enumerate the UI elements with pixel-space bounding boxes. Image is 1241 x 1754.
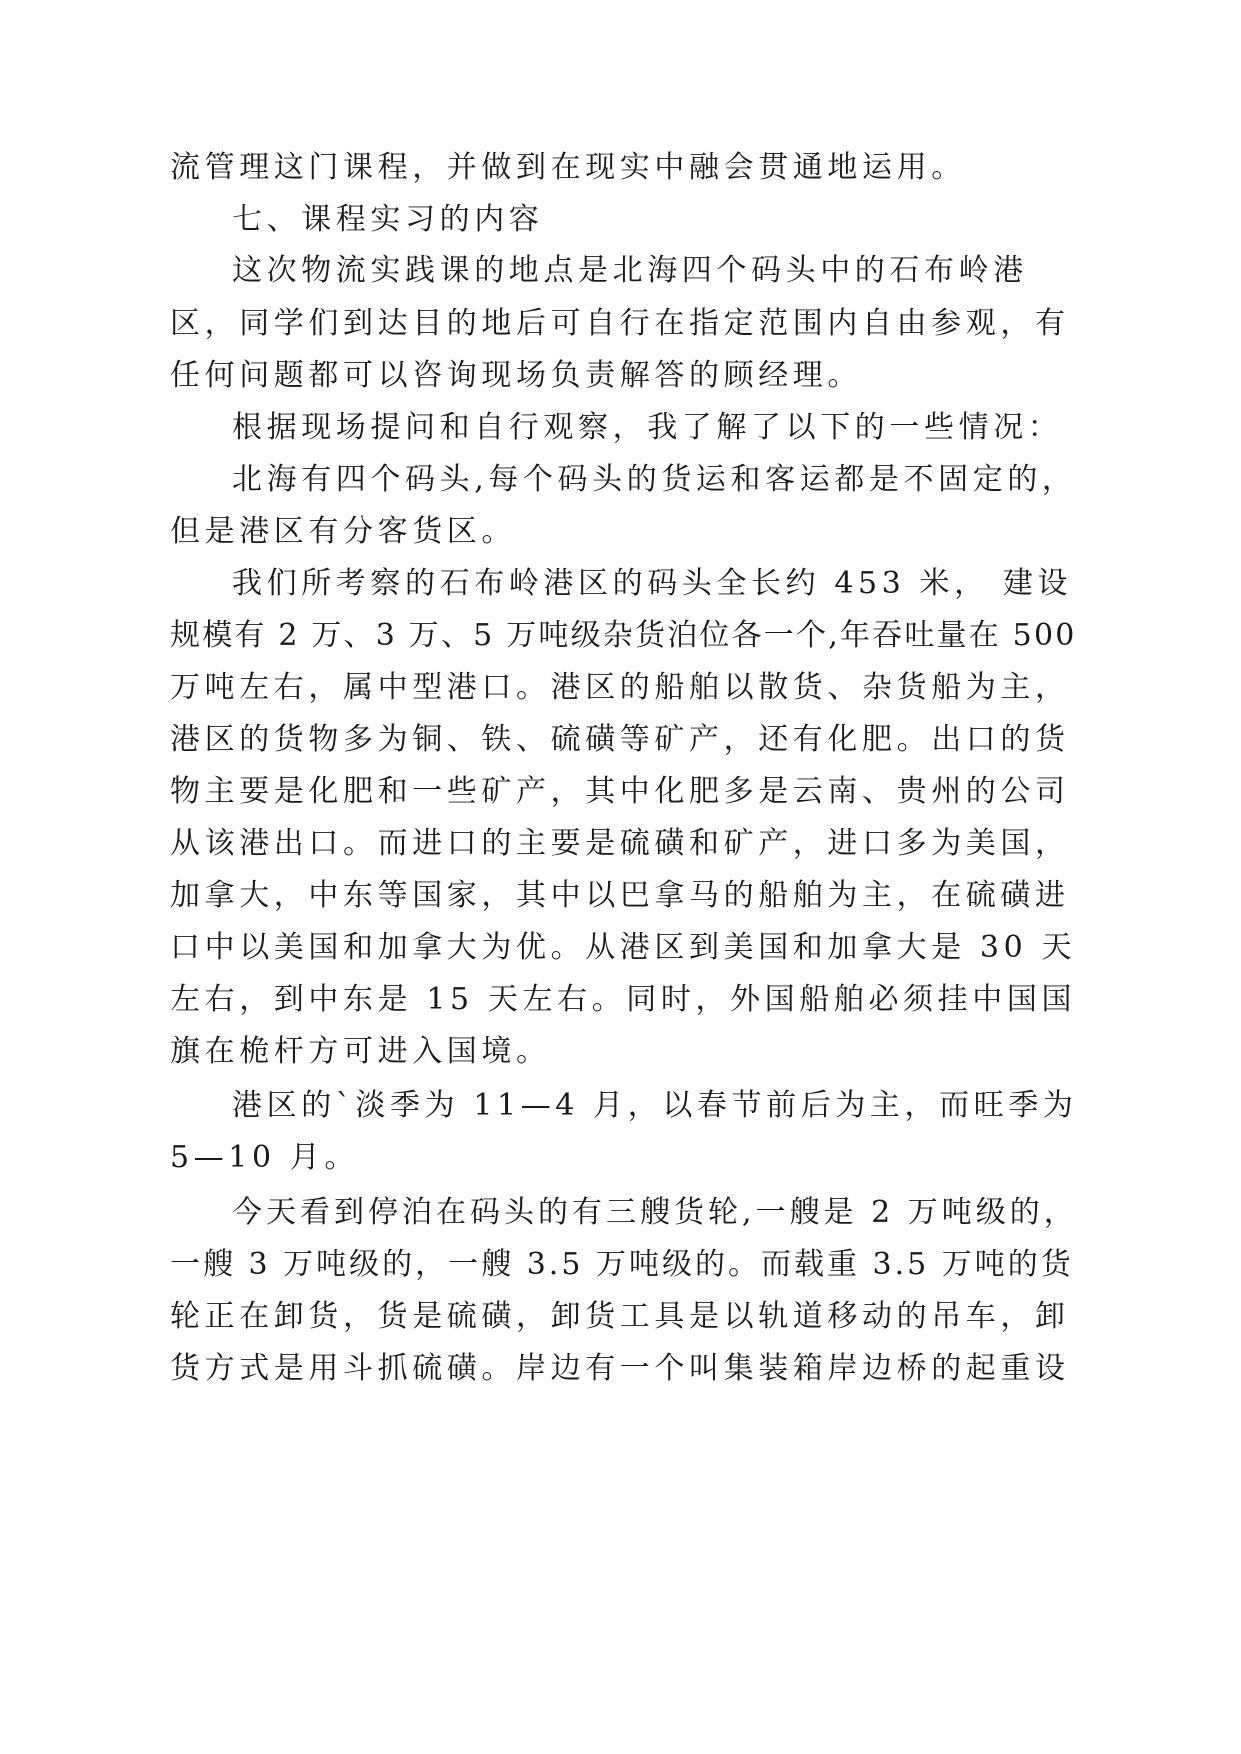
text-line: 口中以美国和加拿大为优。从港区到美国和加拿大是 30 天 — [170, 930, 1077, 965]
text-line: 根据现场提问和自行观察，我了解了以下的一些情况： — [232, 410, 1063, 445]
text-line: 规模有 2 万、3 万、5 万吨级杂货泊位各一个,年吞吐量在 500 — [170, 618, 1077, 653]
text-line: 从该港出口。而进口的主要是硫磺和矿产，进口多为美国， — [170, 826, 1070, 861]
text-line: 但是港区有分客货区。 — [170, 514, 516, 549]
section-heading: 七、课程实习的内容 — [232, 202, 544, 237]
text-line: 轮正在卸货，货是硫磺，卸货工具是以轨道移动的吊车，卸 — [170, 1299, 1070, 1334]
text-line: 北海有四个码头,每个码头的货运和客运都是不固定的， — [232, 462, 1077, 497]
text-line: 这次物流实践课的地点是北海四个码头中的石布岭港 — [232, 253, 1028, 288]
text-line: 5—10 月。 — [170, 1140, 359, 1175]
text-line: 区，同学们到达目的地后可自行在指定范围内自由参观，有 — [170, 306, 1070, 341]
text-line: 加拿大，中东等国家，其中以巴拿马的船舶为主，在硫磺进 — [170, 878, 1070, 913]
text-line: 货方式是用斗抓硫磺。岸边有一个叫集装箱岸边桥的起重设 — [170, 1351, 1070, 1386]
text-line: 物主要是化肥和一些矿产，其中化肥多是云南、贵州的公司 — [170, 774, 1070, 809]
text-line: 港区的货物多为铜、铁、硫磺等矿产，还有化肥。出口的货 — [170, 722, 1070, 757]
text-line: 左右，到中东是 15 天左右。同时，外国船舶必须挂中国国 — [170, 982, 1077, 1017]
text-line: 流管理这门课程，并做到在现实中融会贯通地运用。 — [170, 150, 966, 185]
text-line: 旗在桅杆方可进入国境。 — [170, 1034, 551, 1069]
text-line: 万吨左右，属中型港口。港区的船舶以散货、杂货船为主， — [170, 670, 1070, 705]
text-line: 今天看到停泊在码头的有三艘货轮,一艘是 2 万吨级的， — [232, 1195, 1078, 1230]
text-line: 我们所考察的石布岭港区的码头全长约 453 米， 建设 — [232, 566, 1073, 601]
text-line: 一艘 3 万吨级的，一艘 3.5 万吨级的。而载重 3.5 万吨的货 — [170, 1247, 1074, 1282]
text-line: 港区的`淡季为 11—4 月，以春节前后为主，而旺季为 — [232, 1088, 1078, 1123]
text-line: 任何问题都可以咨询现场负责解答的顾经理。 — [170, 358, 862, 393]
